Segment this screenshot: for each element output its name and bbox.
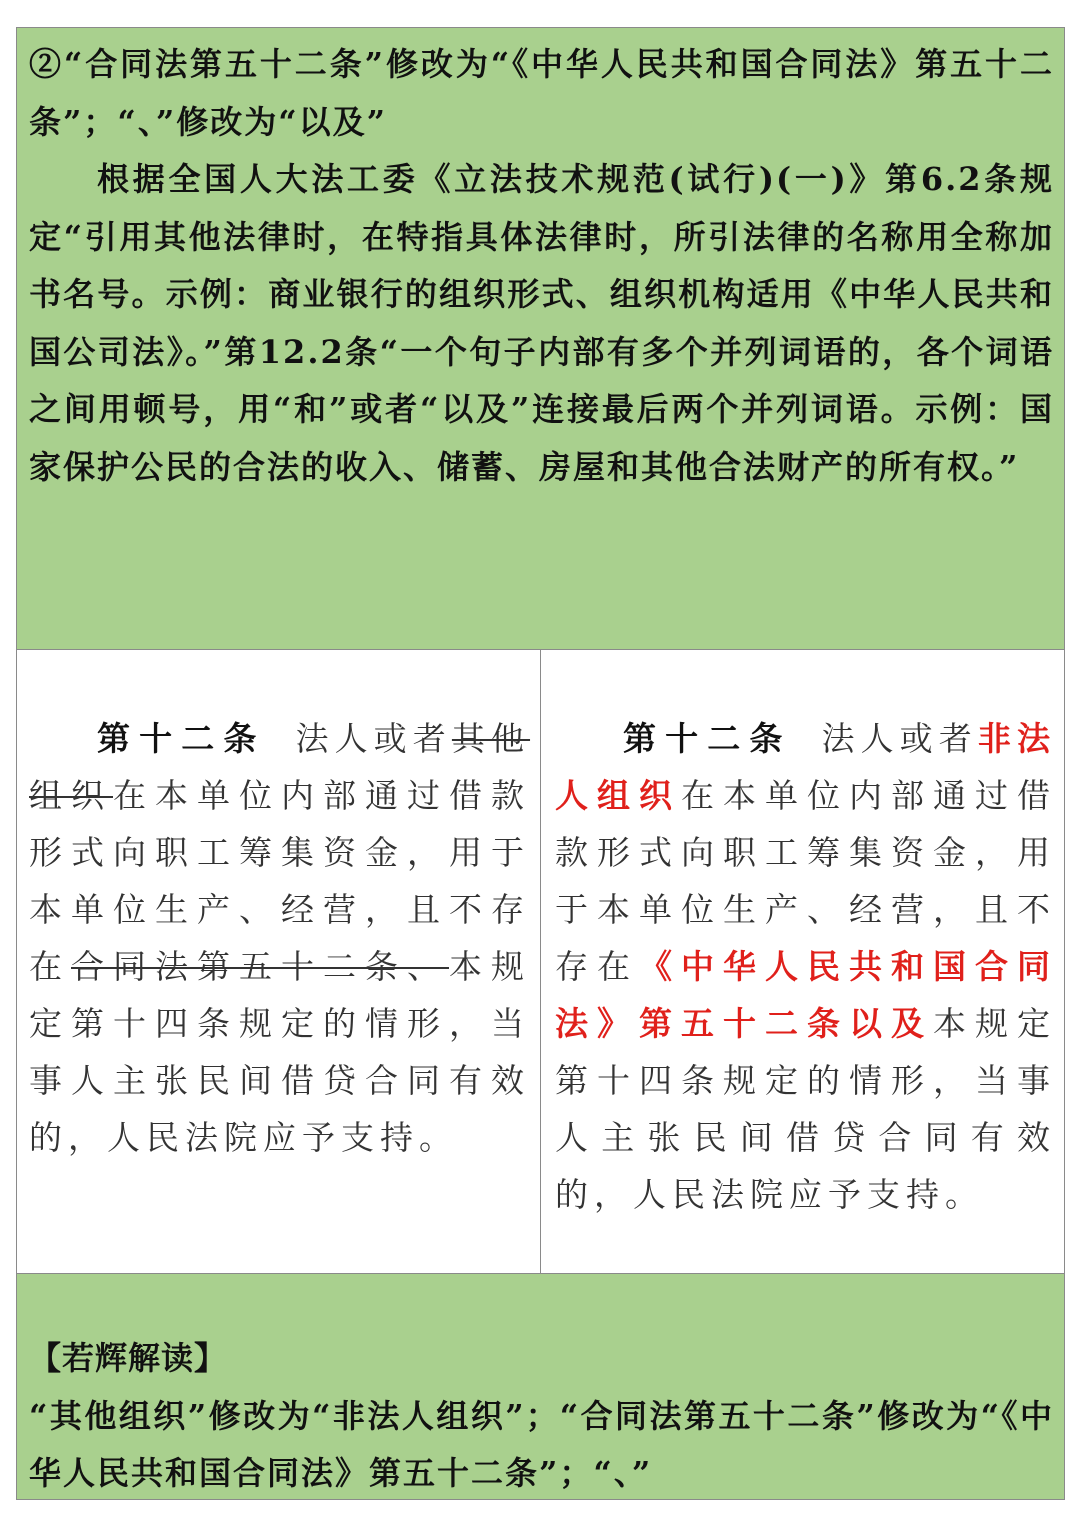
bottom-note-cell (17, 1273, 1064, 1499)
inserted-text: 非法人组织 (555, 719, 1057, 815)
new-article-cell (541, 650, 1066, 1273)
comparison-table (16, 27, 1065, 1500)
deleted-text: 其他组织 (29, 719, 531, 815)
deleted-text: 合同法第五十二条、 (71, 947, 449, 986)
old-article-segment: 在本单位内部通过借款形式向职工筹集资金，用于本单位生产、经营，且不存在 (29, 776, 530, 986)
interpretation-text: “其他组织”修改为“非法人组织”；“合同法第五十二条”修改为“《中华人民共和国合同法》第五十二条”；“、” (29, 1396, 1054, 1492)
old-article-cell (17, 650, 541, 1273)
top-note-cell (17, 28, 1064, 650)
amendment-summary: ②“合同法第五十二条”修改为“《中华人民共和国合同法》第五十二条”；“、”修改为“以及” (29, 45, 1054, 141)
old-article-text (29, 710, 530, 1166)
new-article-segment: 本规定第十四条规定的情形，当事人主张民间借贷合同有效的，人民法院应予支持。 (555, 1004, 1056, 1214)
new-article-label: 第十二条 (623, 719, 792, 758)
old-article-segment: 本规定第十四条规定的情形，当事人主张民间借贷合同有效的，人民法院应予支持。 (29, 947, 530, 1157)
old-article-segment: 法人或者 (295, 719, 452, 758)
new-article-text (555, 710, 1056, 1223)
new-article-segment: 法人或者 (821, 719, 978, 758)
old-article-label: 第十二条 (97, 719, 266, 758)
interpretation-heading: 【若辉解读】 (29, 1339, 228, 1377)
new-article-segment: 在本单位内部通过借款形式向职工筹集资金，用于本单位生产、经营，且不存在 (555, 776, 1056, 986)
article-comparison-row (17, 650, 1064, 1273)
inserted-text: 《中华人民共和国合同法》第五十二条以及 (555, 947, 1056, 1043)
legislative-basis-paragraph: 根据全国人大法工委《立法技术规范(试行)(一)》第6.2条规定“引用其他法律时，在特指具体法律时，所引法律的名称用全称加书名号。示例：商业银行的组织形式、组织机构适用《中华人民共和国公司法》。”第12.2条“一个句子内部有多个并列词语的，各个词语之间用顿号，用“和”或者“以及”连接最后两个并列词语。示例：国家保护公民的合法的收入、储蓄、房屋和其他合法财产的所有权。” (29, 160, 1054, 486)
